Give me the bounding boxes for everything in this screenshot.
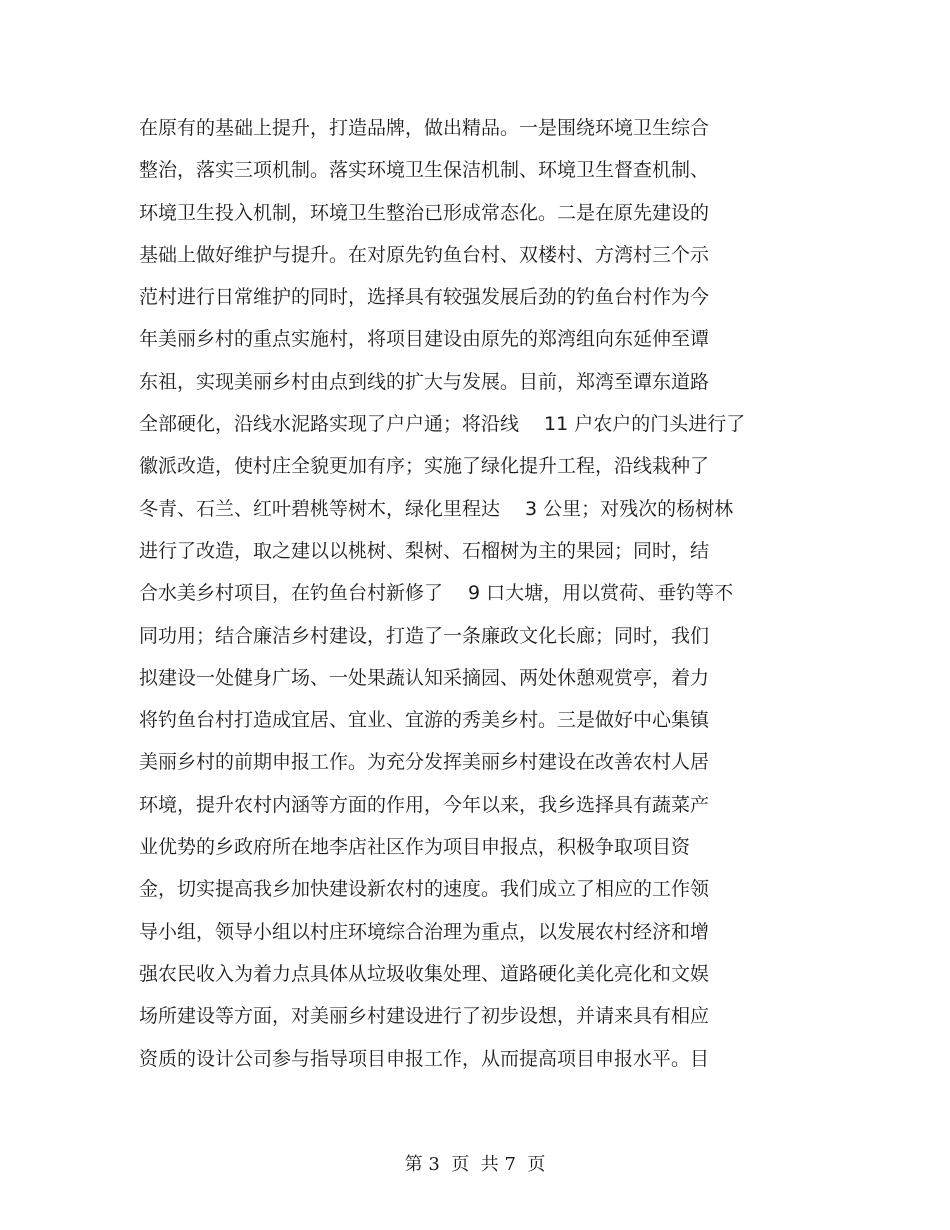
- text-line: 环境，提升农村内涵等方面的作用，今年以来，我乡选择具有蔬菜产: [139, 793, 710, 816]
- text-line: 拟建设一处健身广场、一处果蔬认知采摘园、两处休憩观赏亭，着力: [139, 666, 710, 689]
- text-line: 全部硬化，沿线水泥路实现了户户通；将沿线 11 户农户的门头进行了: [139, 413, 746, 436]
- text-line: 合水美乡村项目，在钓鱼台村新修了 9 口大塘，用以赏荷、垂钓等不: [139, 582, 734, 605]
- text-line: 进行了改造，取之建以以桃树、梨树、石榴树为主的果园；同时，结: [139, 539, 710, 562]
- text-line: 环境卫生投入机制，环境卫生整治已形成常态化。二是在原先建设的: [139, 201, 710, 224]
- text-line: 整治，落实三项机制。落实环境卫生保洁机制、环境卫生督查机制、: [139, 159, 710, 182]
- text-line: 同功用；结合廉洁乡村建设，打造了一条廉政文化长廊；同时，我们: [139, 624, 710, 647]
- text-line: 东祖，实现美丽乡村由点到线的扩大与发展。目前，郑湾至谭东道路: [139, 370, 710, 393]
- text-line: 基础上做好维护与提升。在对原先钓鱼台村、双楼村、方湾村三个示: [139, 243, 710, 266]
- text-line: 业优势的乡政府所在地李店社区作为项目申报点，积极争取项目资: [139, 836, 691, 859]
- text-line: 徽派改造，使村庄全貌更加有序；实施了绿化提升工程，沿线栽种了: [139, 455, 710, 478]
- text-line: 在原有的基础上提升，打造品牌，做出精品。一是围绕环境卫生综合: [139, 117, 710, 139]
- text-line: 将钓鱼台村打造成宜居、宜业、宜游的秀美乡村。三是做好中心集镇: [139, 709, 710, 732]
- text-line: 金，切实提高我乡加快建设新农村的速度。我们成立了相应的工作领: [139, 878, 710, 901]
- text-line: 冬青、石兰、红叶碧桃等树木，绿化里程达 3 公里；对残次的杨树林: [139, 497, 734, 520]
- text-line: 范村进行日常维护的同时，选择具有较强发展后劲的钓鱼台村作为今: [139, 286, 710, 309]
- text-line: 年美丽乡村的重点实施村，将项目建设由原先的郑湾组向东延伸至谭: [139, 328, 710, 351]
- text-line: 场所建设等方面，对美丽乡村建设进行了初步设想，并请来具有相应: [139, 1005, 710, 1028]
- page-number-footer: 第 3 页 共 7 页: [404, 1154, 546, 1175]
- text-line: 美丽乡村的前期申报工作。为充分发挥美丽乡村建设在改善农村人居: [139, 751, 710, 774]
- text-line: 强农民收入为着力点具体从垃圾收集处理、道路硬化美化亮化和文娱: [139, 962, 710, 985]
- text-line: 导小组，领导小组以村庄环境综合治理为重点，以发展农村经济和增: [139, 920, 710, 943]
- text-line: 资质的设计公司参与指导项目申报工作，从而提高项目申报水平。目: [139, 1047, 710, 1070]
- body-paragraph: [139, 112, 839, 1085]
